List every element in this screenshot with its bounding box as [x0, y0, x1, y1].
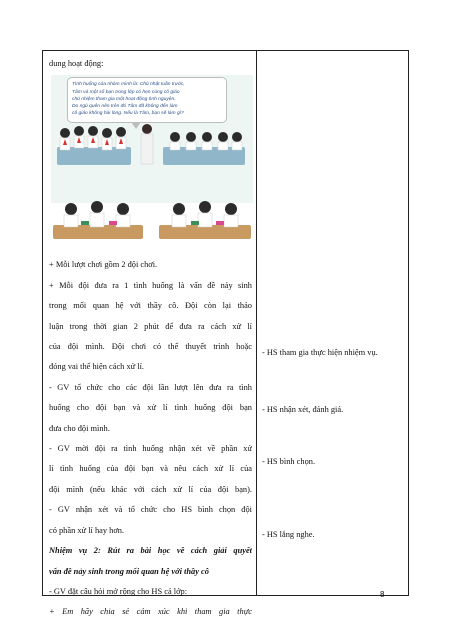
student-item: - HS lắng nghe. — [262, 530, 315, 539]
text-line: trong mối quan hệ với thầy cô. Đội còn lại thảo — [49, 301, 252, 311]
lesson-table — [42, 50, 409, 617]
text-line: đóng vai thể hiện cách xử lí. — [49, 362, 145, 372]
caption-line: cô giáo không hài lòng. Nếu là Tâm, bạn sẽ làm gì? — [72, 111, 184, 117]
teacher-activity-column — [43, 51, 257, 617]
student-item: - HS nhận xét, đánh giá. — [262, 405, 344, 414]
illustration-figure — [51, 75, 253, 255]
text-line: + Mỗi lượt chơi gồm 2 đội chơi. — [49, 260, 158, 270]
caption-line: Tình huống của nhóm mình là: Chủ nhật tuần trước, — [72, 82, 185, 88]
task-heading: Nhiệm vụ 2: Rút ra bài học về cách giải quyết — [49, 546, 252, 556]
text-line: - GV tổ chức cho các đội lần lượt lên đưa ra tình — [49, 382, 252, 392]
task-heading: vấn đề nảy sinh trong mối quan hệ với thầy cô — [49, 566, 209, 576]
speech-bubble — [67, 77, 227, 123]
text-line: của đội mình. Đội chơi có thể thuyết trình hoặc — [49, 342, 252, 352]
italic-line: + Em hãy chia sẻ cảm xúc khi tham gia thực — [49, 607, 252, 617]
text-line: đội mình (nếu khác với cách xử lí của đội bạn). — [49, 484, 252, 494]
text-line: lí tình huống của đội bạn và nêu cách xử lí của — [49, 464, 252, 474]
text-line: luận trong thời gian 2 phút để đưa ra cách xử lí — [49, 321, 252, 331]
student-item: - HS tham gia thực hiện nhiệm vụ. — [262, 348, 378, 357]
caption-line: Do ngủ quên nên trên đó Tâm đã không đến làm — [72, 104, 178, 110]
text-line: có phần xử lí hay hơn. — [49, 525, 125, 535]
caption-line: chủ nhiệm tham gia một hoạt động tình nguyện. — [72, 96, 176, 102]
speech-bubble-tail — [131, 122, 141, 129]
text-line: đưa cho đội mình. — [49, 423, 110, 433]
student-item: - HS bình chọn. — [262, 457, 316, 466]
text-line: + Mỗi đội đưa ra 1 tình huống là vấn đề nảy sinh — [49, 280, 252, 290]
page-number: 8 — [380, 590, 385, 599]
text-line: - GV mời đội ra tình huống nhận xét về phần xử — [49, 444, 252, 454]
student-activity-column — [257, 51, 408, 595]
caption-line: Tâm và một số bạn trong lớp có hẹn cùng cô giáo — [72, 89, 180, 95]
text-line: huống cho đội bạn và xử lí tình huống đội bạn — [49, 403, 252, 413]
text-line: - GV nhận xét và tổ chức cho HS bình chọn đội — [49, 505, 252, 515]
question-line: - GV đặt câu hỏi mở rộng cho HS cả lớp: — [49, 586, 188, 596]
intro-text: dung hoạt động: — [49, 59, 104, 68]
